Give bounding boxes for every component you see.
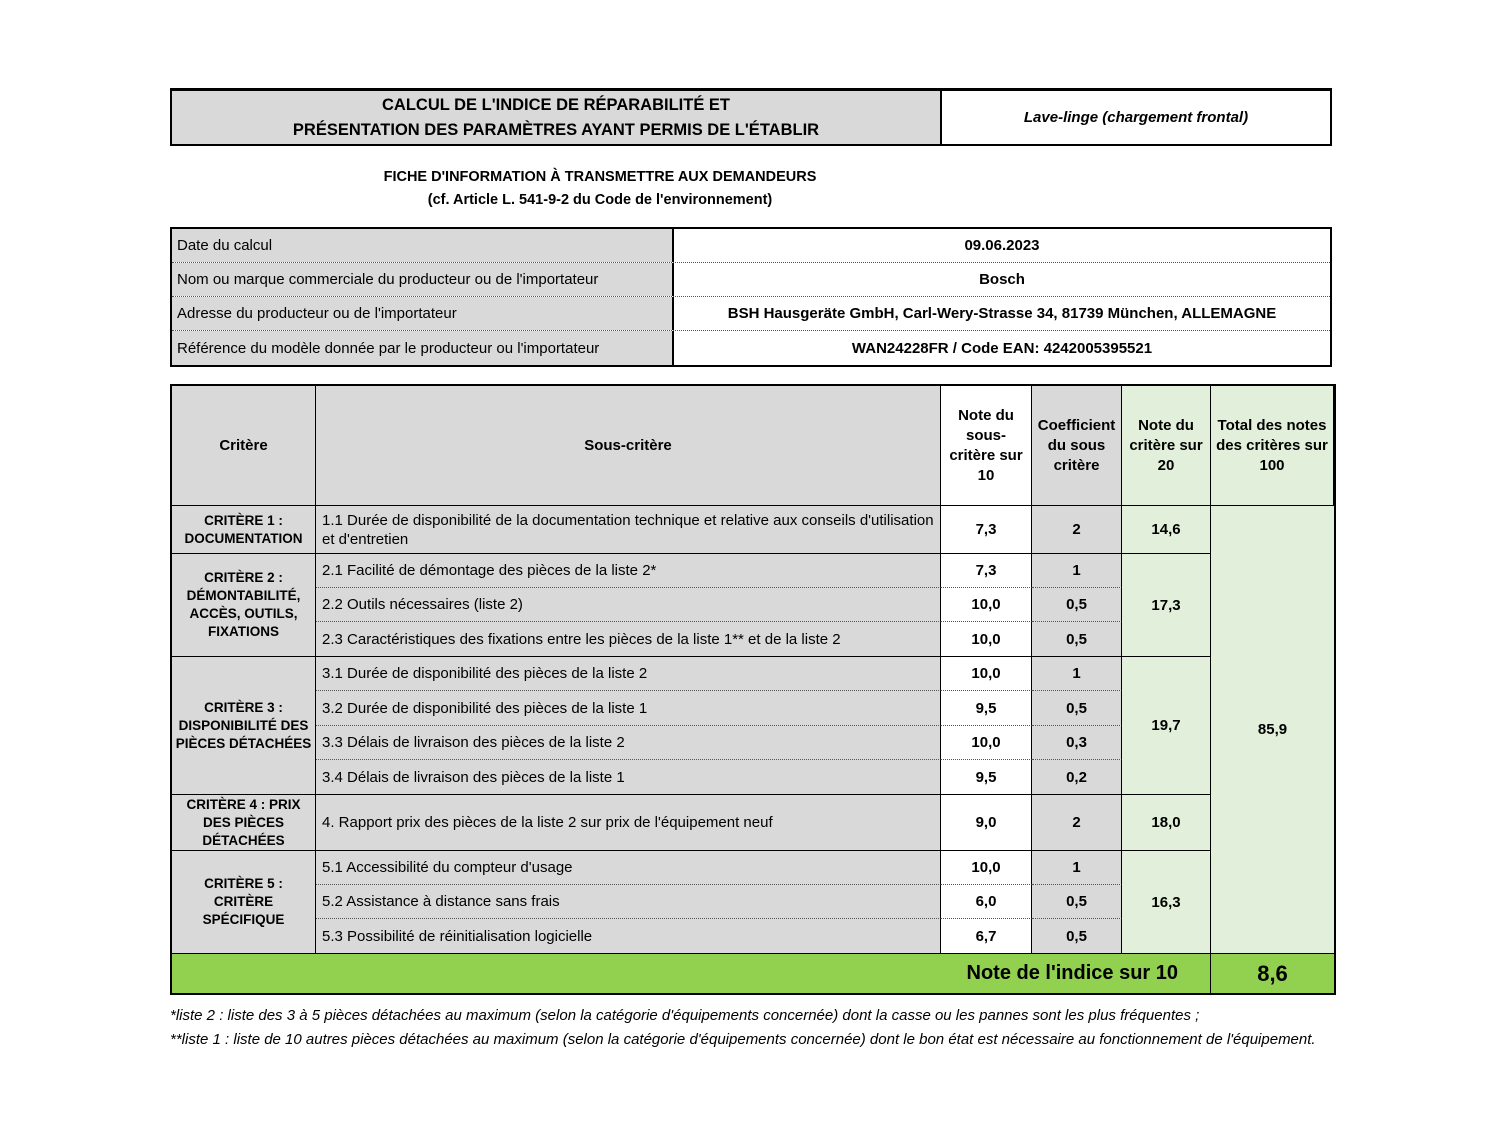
sous-critere-2-2: 2.2 Outils nécessaires (liste 2): [316, 588, 941, 622]
criteria-row-4: [172, 795, 1334, 851]
note10-2-1: 7,3: [941, 554, 1032, 588]
note10-2-2: 10,0: [941, 588, 1032, 622]
coef-5-1: 1: [1032, 851, 1122, 885]
note20-critere-5: 16,3: [1122, 851, 1211, 954]
info-value-date: 09.06.2023: [964, 237, 1040, 254]
coef-3-4: 0,2: [1032, 760, 1122, 795]
footnotes: [170, 1004, 1332, 1052]
sous-critere-1-1: 1.1 Durée de disponibilité de la documentation technique et relative aux conseils d'utilisation et d'entretien: [316, 506, 941, 554]
sous-critere-4: 4. Rapport prix des pièces de la liste 2 sur prix de l'équipement neuf: [316, 795, 941, 851]
coef-5-3: 0,5: [1032, 919, 1122, 954]
critere-4-label: CRITÈRE 4 : PRIX DES PIÈCES DÉTACHÉES: [172, 795, 316, 851]
final-score-row: [172, 954, 1334, 993]
note20-critere-4: 18,0: [1122, 795, 1211, 851]
total-notes-100: 85,9: [1211, 506, 1334, 954]
sous-critere-3-3: 3.3 Délais de livraison des pièces de la liste 2: [316, 726, 941, 760]
note10-4: 9,0: [941, 795, 1032, 851]
col-header-critere: Critère: [172, 386, 316, 506]
note10-5-1: 10,0: [941, 851, 1032, 885]
coef-3-3: 0,3: [1032, 726, 1122, 760]
document-header: [170, 88, 1332, 146]
info-value-brand: Bosch: [979, 271, 1025, 288]
product-category: Lave-linge (chargement frontal): [942, 91, 1330, 144]
coef-1-1: 2: [1032, 506, 1122, 554]
document-title-line2: PRÉSENTATION DES PARAMÈTRES AYANT PERMIS DE L'ÉTABLIR: [292, 120, 820, 139]
info-row-model: [172, 331, 1330, 365]
note10-2-3: 10,0: [941, 622, 1032, 657]
col-header-note-critere-20: Note du critère sur 20: [1122, 386, 1211, 506]
info-label-brand: Nom ou marque commerciale du producteur ou de l'importateur: [172, 263, 674, 296]
col-header-total-100: Total des notes des critères sur 100: [1211, 386, 1334, 506]
note10-5-2: 6,0: [941, 885, 1032, 919]
product-info-table: [170, 227, 1332, 367]
note10-5-3: 6,7: [941, 919, 1032, 954]
footnote-liste-1: **liste 1 : liste de 10 autres pièces détachées au maximum (selon la catégorie d'équipements concernée) dont le bon état est nécessaire au fonctionnement de l'équipement.: [170, 1031, 1316, 1048]
criteria-row-1-1: [172, 506, 1334, 554]
info-value-model: WAN24228FR / Code EAN: 4242005395521: [851, 339, 1153, 357]
document-subtitle: [170, 166, 1030, 212]
critere-3-label: CRITÈRE 3 : DISPONIBILITÉ DES PIÈCES DÉTACHÉES: [172, 657, 316, 795]
note10-3-4: 9,5: [941, 760, 1032, 795]
subtitle-line2: (cf. Article L. 541-9-2 du Code de l'environnement): [427, 192, 773, 208]
note10-3-2: 9,5: [941, 691, 1032, 726]
info-label-model: Référence du modèle donnée par le producteur ou l'importateur: [172, 331, 674, 365]
document-page: [170, 88, 1332, 1052]
sous-critere-5-1: 5.1 Accessibilité du compteur d'usage: [316, 851, 941, 885]
info-value-address: BSH Hausgeräte GmbH, Carl-Wery-Strasse 34, 81739 München, ALLEMAGNE: [727, 305, 1277, 322]
document-title-line1: CALCUL DE L'INDICE DE RÉPARABILITÉ ET: [382, 95, 730, 114]
coef-3-2: 0,5: [1032, 691, 1122, 726]
info-row-brand: [172, 263, 1330, 297]
col-header-sous-critere: Sous-critère: [316, 386, 941, 506]
critere-2-label: CRITÈRE 2 : DÉMONTABILITÉ, ACCÈS, OUTILS, FIXATIONS: [172, 554, 316, 657]
sous-critere-5-3: 5.3 Possibilité de réinitialisation logicielle: [316, 919, 941, 954]
note10-1-1: 7,3: [941, 506, 1032, 554]
col-header-note-sous-critere: Note du sous-critère sur 10: [941, 386, 1032, 506]
criteria-row-2-1: [172, 554, 1334, 588]
coef-4: 2: [1032, 795, 1122, 851]
sous-critere-2-3: 2.3 Caractéristiques des fixations entre les pièces de la liste 1** et de la liste 2: [316, 622, 941, 657]
info-row-address: [172, 297, 1330, 331]
coef-3-1: 1: [1032, 657, 1122, 691]
col-header-coefficient: Coefficient du sous critère: [1032, 386, 1122, 506]
sous-critere-3-4: 3.4 Délais de livraison des pièces de la liste 1: [316, 760, 941, 795]
info-label-address: Adresse du producteur ou de l'importateur: [172, 297, 674, 330]
note20-critere-3: 19,7: [1122, 657, 1211, 795]
note10-3-1: 10,0: [941, 657, 1032, 691]
info-row-date: [172, 229, 1330, 263]
coef-5-2: 0,5: [1032, 885, 1122, 919]
criteria-row-5-1: [172, 851, 1334, 885]
sous-critere-3-1: 3.1 Durée de disponibilité des pièces de la liste 2: [316, 657, 941, 691]
criteria-row-3-1: [172, 657, 1334, 691]
note10-3-3: 10,0: [941, 726, 1032, 760]
document-title: [172, 91, 942, 144]
info-label-date: Date du calcul: [172, 229, 674, 262]
critere-5-label: CRITÈRE 5 : CRITÈRE SPÉCIFIQUE: [172, 851, 316, 954]
note20-critere-2: 17,3: [1122, 554, 1211, 657]
sous-critere-2-1: 2.1 Facilité de démontage des pièces de la liste 2*: [316, 554, 941, 588]
final-score-value: 8,6: [1211, 954, 1334, 993]
critere-1-label: CRITÈRE 1 : DOCUMENTATION: [172, 506, 316, 554]
coef-2-1: 1: [1032, 554, 1122, 588]
coef-2-2: 0,5: [1032, 588, 1122, 622]
sous-critere-3-2: 3.2 Durée de disponibilité des pièces de la liste 1: [316, 691, 941, 726]
sous-critere-5-2: 5.2 Assistance à distance sans frais: [316, 885, 941, 919]
final-score-label: Note de l'indice sur 10: [172, 954, 1211, 993]
criteria-header-row: [172, 386, 1334, 506]
coef-2-3: 0,5: [1032, 622, 1122, 657]
footnote-liste-2: *liste 2 : liste des 3 à 5 pièces détachées au maximum (selon la catégorie d'équipements concernée) dont la casse ou les pannes sont les plus fréquentes ;: [170, 1007, 1200, 1024]
criteria-table: [170, 384, 1336, 995]
note20-critere-1: 14,6: [1122, 506, 1211, 554]
subtitle-line1: FICHE D'INFORMATION À TRANSMETTRE AUX DEMANDEURS: [383, 169, 817, 185]
